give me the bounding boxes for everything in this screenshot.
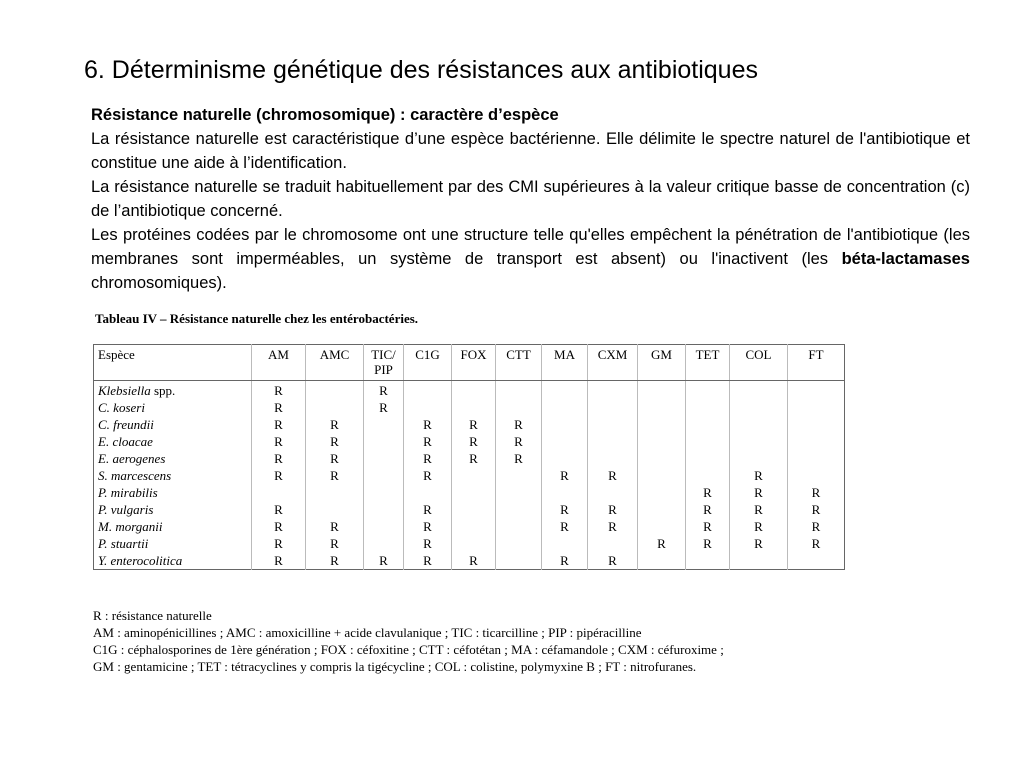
- resistance-cell: [542, 416, 588, 433]
- legend-line-1: R : résistance naturelle: [93, 608, 212, 623]
- species-name: C. koseri: [98, 400, 145, 415]
- header-c1g: C1G: [404, 345, 452, 381]
- resistance-cell: [730, 399, 788, 416]
- resistance-cell: R: [252, 416, 306, 433]
- resistance-cell: [788, 399, 845, 416]
- table-row: [94, 433, 845, 450]
- table-body: [94, 381, 845, 570]
- resistance-cell: R: [404, 535, 452, 552]
- resistance-cell: R: [364, 552, 404, 570]
- resistance-cell: [638, 501, 686, 518]
- resistance-cell: R: [730, 484, 788, 501]
- table-row: [94, 552, 845, 570]
- species-name: S. marcescens: [98, 468, 172, 483]
- table-row: [94, 501, 845, 518]
- resistance-cell: [638, 450, 686, 467]
- resistance-cell: [404, 399, 452, 416]
- resistance-cell: R: [252, 381, 306, 400]
- resistance-cell: [364, 416, 404, 433]
- resistance-cell: [588, 450, 638, 467]
- species-name: C. freundii: [98, 417, 154, 432]
- resistance-cell: [452, 484, 496, 501]
- resistance-cell: [404, 484, 452, 501]
- header-gm: GM: [638, 345, 686, 381]
- header-fox: FOX: [452, 345, 496, 381]
- species-name: E. cloacae: [98, 434, 153, 449]
- resistance-cell: R: [404, 518, 452, 535]
- resistance-cell: R: [542, 518, 588, 535]
- resistance-cell: [638, 518, 686, 535]
- resistance-cell: [452, 399, 496, 416]
- header-ft: FT: [788, 345, 845, 381]
- table-row: [94, 518, 845, 535]
- resistance-cell: [452, 518, 496, 535]
- species-cell: [94, 518, 252, 535]
- resistance-cell: [496, 535, 542, 552]
- resistance-cell: R: [542, 501, 588, 518]
- resistance-cell: R: [730, 518, 788, 535]
- header-tic-pip: TIC/ PIP: [364, 345, 404, 381]
- paragraph-3: [91, 223, 970, 295]
- resistance-cell: [496, 501, 542, 518]
- resistance-cell: [686, 450, 730, 467]
- resistance-cell: R: [404, 467, 452, 484]
- resistance-cell: R: [306, 535, 364, 552]
- species-cell: [94, 501, 252, 518]
- resistance-cell: [588, 433, 638, 450]
- resistance-cell: [542, 433, 588, 450]
- header-col: COL: [730, 345, 788, 381]
- resistance-cell: R: [496, 433, 542, 450]
- resistance-cell: R: [542, 467, 588, 484]
- resistance-cell: [686, 552, 730, 570]
- resistance-cell: [788, 433, 845, 450]
- text-section: [91, 103, 970, 295]
- resistance-cell: [364, 484, 404, 501]
- resistance-cell: [788, 450, 845, 467]
- resistance-cell: [638, 416, 686, 433]
- resistance-cell: [542, 535, 588, 552]
- resistance-cell: R: [252, 450, 306, 467]
- resistance-cell: [588, 484, 638, 501]
- resistance-cell: R: [542, 552, 588, 570]
- resistance-cell: R: [252, 552, 306, 570]
- resistance-cell: [730, 433, 788, 450]
- resistance-cell: [306, 399, 364, 416]
- legend-line-2: AM : aminopénicillines ; AMC : amoxicilline + acide clavulanique ; TIC : ticarcilline ; PIP : pipéracilline: [93, 625, 642, 640]
- species-cell: [94, 416, 252, 433]
- resistance-cell: R: [588, 467, 638, 484]
- resistance-cell: R: [588, 518, 638, 535]
- paragraph-3-text-b: chromosomiques).: [91, 274, 227, 292]
- paragraph-3-bold-term: béta-lactamases: [841, 250, 970, 268]
- resistance-cell: R: [306, 450, 364, 467]
- resistance-cell: [542, 450, 588, 467]
- species-cell: [94, 467, 252, 484]
- section-subtitle: Résistance naturelle (chromosomique) : caractère d’espèce: [91, 106, 559, 124]
- resistance-cell: [686, 433, 730, 450]
- resistance-cell: [788, 467, 845, 484]
- resistance-cell: [496, 552, 542, 570]
- resistance-cell: R: [811, 485, 821, 500]
- resistance-cell: [452, 535, 496, 552]
- resistance-cell: [788, 381, 845, 400]
- resistance-cell: [496, 484, 542, 501]
- header-ctt: CTT: [496, 345, 542, 381]
- resistance-cell: [364, 501, 404, 518]
- resistance-cell: [638, 381, 686, 400]
- species-cell: [94, 381, 252, 400]
- resistance-cell: [496, 381, 542, 400]
- resistance-cell: R: [252, 467, 306, 484]
- paragraph-2: La résistance naturelle se traduit habituellement par des CMI supérieures à la valeur critique basse de concentration (c) de l’antibiotique concerné.: [91, 178, 970, 220]
- species-suffix: spp.: [150, 383, 176, 398]
- species-cell: [94, 399, 252, 416]
- resistance-cell: R: [638, 535, 686, 552]
- header-tet: TET: [686, 345, 730, 381]
- species-cell: [94, 552, 252, 570]
- species-name: P. mirabilis: [98, 485, 158, 500]
- resistance-table: [93, 344, 845, 570]
- resistance-cell: R: [811, 519, 821, 534]
- resistance-cell: [542, 399, 588, 416]
- resistance-cell: [730, 552, 788, 570]
- resistance-cell: [788, 416, 845, 433]
- paragraph-1: La résistance naturelle est caractéristique d’une espèce bactérienne. Elle délimite le spectre naturel de l'antibiotique et constitue une aide à l’identification.: [91, 130, 970, 172]
- resistance-cell: R: [496, 450, 542, 467]
- resistance-cell: R: [588, 501, 638, 518]
- resistance-cell: R: [252, 518, 306, 535]
- header-amc: AMC: [306, 345, 364, 381]
- resistance-cell: [364, 450, 404, 467]
- table-header-row: [94, 345, 845, 381]
- species-name: E. aerogenes: [98, 451, 166, 466]
- resistance-cell: R: [364, 399, 404, 416]
- header-ma: MA: [542, 345, 588, 381]
- resistance-cell: [306, 484, 364, 501]
- resistance-cell: R: [404, 552, 452, 570]
- resistance-cell: [452, 501, 496, 518]
- resistance-cell: [452, 467, 496, 484]
- resistance-cell: R: [252, 535, 306, 552]
- species-name: Klebsiella: [98, 383, 151, 398]
- resistance-cell: [686, 399, 730, 416]
- resistance-cell: R: [496, 416, 542, 433]
- resistance-cell: [686, 467, 730, 484]
- resistance-cell: [364, 467, 404, 484]
- resistance-cell: [730, 450, 788, 467]
- resistance-cell: [638, 433, 686, 450]
- resistance-cell: R: [811, 536, 821, 551]
- resistance-cell: [306, 381, 364, 400]
- resistance-cell: R: [730, 467, 788, 484]
- resistance-cell: [588, 399, 638, 416]
- resistance-cell: R: [452, 450, 496, 467]
- resistance-cell: R: [686, 535, 730, 552]
- table-caption: Tableau IV – Résistance naturelle chez les entérobactéries.: [95, 311, 419, 326]
- resistance-cell: R: [306, 552, 364, 570]
- resistance-cell: [638, 399, 686, 416]
- table-row: [94, 484, 845, 501]
- resistance-cell: [730, 416, 788, 433]
- species-name: M. morganii: [98, 519, 163, 534]
- resistance-cell: R: [452, 552, 496, 570]
- species-name: Y. enterocolitica: [98, 553, 183, 568]
- resistance-cell: R: [686, 484, 730, 501]
- resistance-cell: R: [452, 416, 496, 433]
- legend-line-3: C1G : céphalosporines de 1ère génération ; FOX : céfoxitine ; CTT : céfotétan ; MA : céfamandole ; CXM : céfuroxime ;: [93, 642, 724, 657]
- species-name: P. stuartii: [98, 536, 149, 551]
- resistance-cell: R: [306, 518, 364, 535]
- resistance-cell: R: [811, 502, 821, 517]
- table-row: [94, 450, 845, 467]
- header-species: Espèce: [94, 345, 252, 381]
- resistance-cell: [496, 518, 542, 535]
- resistance-cell: [364, 433, 404, 450]
- table-row: [94, 535, 845, 552]
- table-legend: [93, 607, 853, 675]
- resistance-cell: [496, 399, 542, 416]
- resistance-cell: R: [730, 501, 788, 518]
- resistance-cell: R: [252, 501, 306, 518]
- resistance-cell: [542, 484, 588, 501]
- table-row: [94, 467, 845, 484]
- resistance-cell: [638, 467, 686, 484]
- resistance-cell: [788, 552, 845, 570]
- resistance-cell: [306, 501, 364, 518]
- resistance-cell: R: [686, 518, 730, 535]
- table-row: [94, 416, 845, 433]
- resistance-cell: [588, 381, 638, 400]
- resistance-cell: R: [252, 433, 306, 450]
- resistance-cell: [364, 518, 404, 535]
- resistance-cell: R: [306, 416, 364, 433]
- legend-line-4: GM : gentamicine ; TET : tétracyclines y compris la tigécycline ; COL : colistine, polymyxine B ; FT : nitrofuranes.: [93, 659, 697, 674]
- resistance-cell: [588, 535, 638, 552]
- species-cell: [94, 450, 252, 467]
- resistance-cell: R: [306, 467, 364, 484]
- resistance-cell: [638, 552, 686, 570]
- resistance-cell: R: [730, 535, 788, 552]
- resistance-cell: R: [252, 399, 306, 416]
- resistance-cell: R: [404, 433, 452, 450]
- resistance-cell: [588, 416, 638, 433]
- resistance-cell: [404, 381, 452, 400]
- resistance-cell: [542, 381, 588, 400]
- species-cell: [94, 484, 252, 501]
- slide-title: 6. Déterminisme génétique des résistances aux antibiotiques: [84, 56, 758, 84]
- resistance-cell: R: [404, 501, 452, 518]
- resistance-cell: R: [404, 450, 452, 467]
- resistance-cell: [364, 535, 404, 552]
- resistance-cell: [686, 416, 730, 433]
- header-cxm: CXM: [588, 345, 638, 381]
- paragraph-3-text-a: Les protéines codées par le chromosome ont une structure telle qu'elles empêchent la pénétration de l'antibiotique (les membranes sont imperméables, un système de transport est absent) ou l'inactivent (les: [91, 226, 970, 268]
- table-row: [94, 399, 845, 416]
- resistance-cell: [638, 484, 686, 501]
- resistance-cell: R: [452, 433, 496, 450]
- resistance-cell: R: [588, 552, 638, 570]
- resistance-cell: [686, 381, 730, 400]
- resistance-cell: R: [686, 501, 730, 518]
- table-row: [94, 381, 845, 400]
- header-am: AM: [252, 345, 306, 381]
- resistance-cell: R: [404, 416, 452, 433]
- species-cell: [94, 433, 252, 450]
- species-name: P. vulgaris: [98, 502, 154, 517]
- resistance-cell: R: [364, 381, 404, 400]
- resistance-cell: R: [306, 433, 364, 450]
- species-cell: [94, 535, 252, 552]
- resistance-cell: [252, 484, 306, 501]
- resistance-cell: [496, 467, 542, 484]
- resistance-cell: [452, 381, 496, 400]
- resistance-cell: [730, 381, 788, 400]
